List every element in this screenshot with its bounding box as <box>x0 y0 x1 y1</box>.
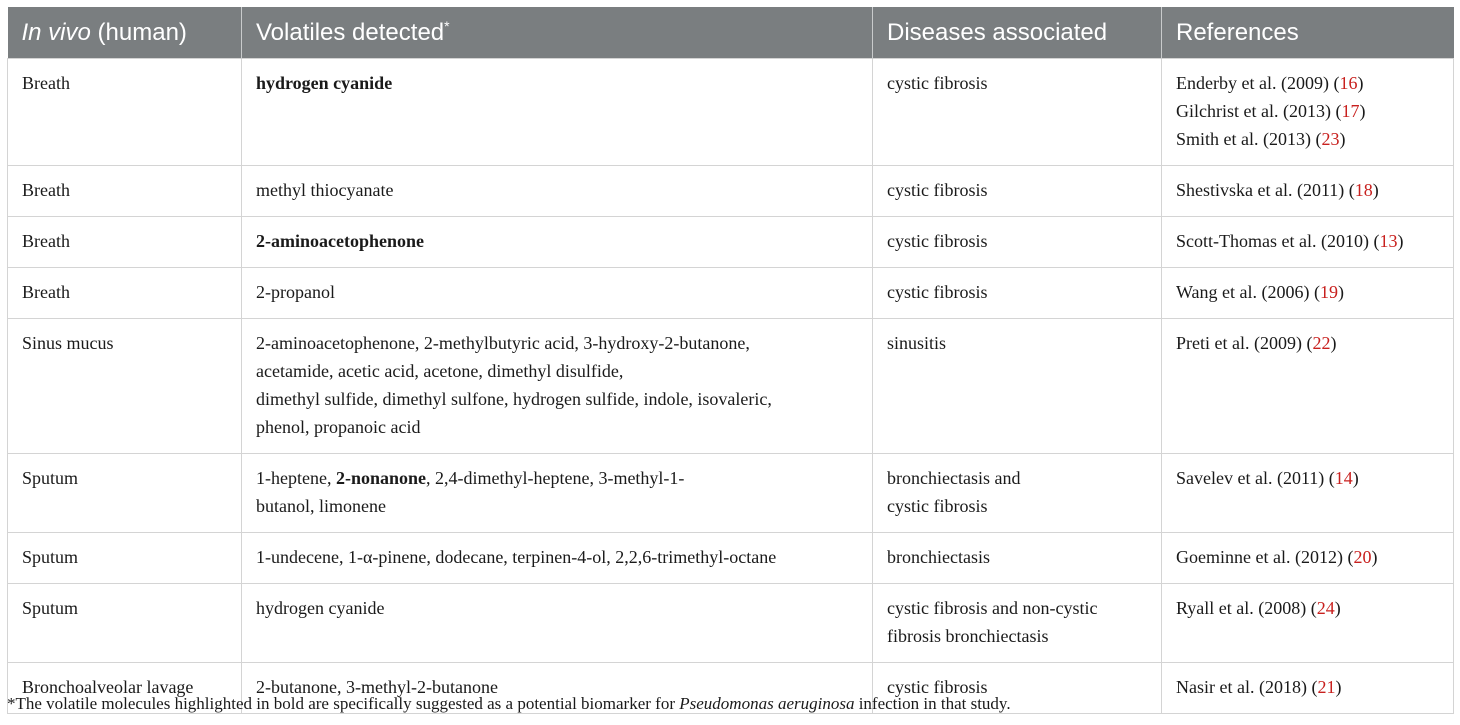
disease-line: cystic fibrosis <box>887 677 988 697</box>
cell-volatiles <box>242 584 873 663</box>
volatile-text: 2-aminoacetophenone, 2-methylbutyric acid, 3-hydroxy-2-butanone, <box>256 333 750 353</box>
cell-references <box>1162 217 1454 268</box>
reference-number-link[interactable]: 22 <box>1312 333 1331 353</box>
reference-citation: Goeminne et al. (2012) ( <box>1176 547 1354 567</box>
reference-number-link[interactable]: 16 <box>1339 73 1358 93</box>
cell-sample: Breath <box>8 166 242 217</box>
cell-sample: Sputum <box>8 454 242 533</box>
reference-number-link[interactable]: 19 <box>1320 282 1338 302</box>
cell-sample: Breath <box>8 268 242 319</box>
reference-entry <box>1176 278 1439 306</box>
cell-disease <box>873 59 1162 166</box>
header-sample-rest: (human) <box>90 18 187 46</box>
cell-sample: Sputum <box>8 533 242 584</box>
reference-entry <box>1176 673 1439 701</box>
footnote-suffix: infection in that study. <box>854 694 1011 713</box>
header-footnote-mark: * <box>444 18 450 34</box>
reference-close-paren: ) <box>1397 231 1404 251</box>
reference-number-link[interactable]: 17 <box>1341 101 1360 121</box>
reference-number-link[interactable]: 14 <box>1334 468 1353 488</box>
table-row <box>8 166 1454 217</box>
reference-entry <box>1176 329 1439 357</box>
volatile-biomarker: 2-aminoacetophenone <box>256 231 424 251</box>
reference-number-link[interactable]: 23 <box>1321 129 1340 149</box>
disease-line: sinusitis <box>887 333 947 353</box>
table-body <box>8 59 1454 714</box>
reference-citation: Wang et al. (2006) ( <box>1176 282 1320 302</box>
cell-volatiles <box>242 533 873 584</box>
disease-line: cystic fibrosis <box>887 282 988 302</box>
header-diseases: Diseases associated <box>873 7 1162 59</box>
reference-entry <box>1176 227 1439 255</box>
disease-line: cystic fibrosis and non-cystic <box>887 598 1098 618</box>
reference-citation: Ryall et al. (2008) ( <box>1176 598 1317 618</box>
cell-volatiles <box>242 319 873 454</box>
reference-entry <box>1176 125 1439 153</box>
volatile-text: 1-undecene, 1-α-pinene, dodecane, terpinen-4-ol, 2,2,6-trimethyl-octane <box>256 547 777 567</box>
reference-entry <box>1176 97 1439 125</box>
reference-entry <box>1176 543 1439 571</box>
cell-references <box>1162 454 1454 533</box>
cell-disease <box>873 319 1162 454</box>
header-volatiles <box>242 7 873 59</box>
cell-sample: Breath <box>8 217 242 268</box>
reference-close-paren: ) <box>1352 468 1359 488</box>
reference-citation: Gilchrist et al. (2013) ( <box>1176 101 1342 121</box>
reference-number-link[interactable]: 21 <box>1317 677 1336 697</box>
cell-volatiles <box>242 59 873 166</box>
header-sample-italic: In vivo <box>21 18 91 46</box>
cell-disease <box>873 454 1162 533</box>
disease-line: bronchiectasis <box>887 547 990 567</box>
cell-references <box>1162 663 1454 714</box>
reference-citation: Shestivska et al. (2011) ( <box>1176 180 1355 200</box>
volatile-biomarker: hydrogen cyanide <box>256 73 393 93</box>
cell-sample: Sputum <box>8 584 242 663</box>
cell-references <box>1162 166 1454 217</box>
reference-number-link[interactable]: 13 <box>1379 231 1398 251</box>
disease-line: cystic fibrosis <box>887 231 988 251</box>
disease-line: bronchiectasis and <box>887 468 1021 488</box>
reference-close-paren: ) <box>1330 333 1337 353</box>
reference-entry <box>1176 69 1439 97</box>
header-row <box>8 7 1454 59</box>
reference-number-link[interactable]: 24 <box>1316 598 1335 618</box>
volatile-text: 2-propanol <box>256 282 335 302</box>
cell-disease <box>873 584 1162 663</box>
volatile-text: 1-heptene, <box>256 468 336 488</box>
cell-references <box>1162 59 1454 166</box>
header-volatiles-label: Volatiles detected <box>256 19 445 46</box>
volatile-text: 2-butanone, 3-methyl-2-butanone <box>256 677 498 697</box>
cell-disease <box>873 533 1162 584</box>
volatile-text: dimethyl sulfide, dimethyl sulfone, hydrogen sulfide, indole, isovaleric, <box>256 389 772 409</box>
volatiles-table <box>7 7 1454 714</box>
reference-entry <box>1176 594 1439 622</box>
cell-volatiles <box>242 217 873 268</box>
cell-references <box>1162 533 1454 584</box>
reference-citation: Nasir et al. (2018) ( <box>1176 677 1318 697</box>
table-row <box>8 533 1454 584</box>
disease-line: cystic fibrosis <box>887 180 988 200</box>
reference-close-paren: ) <box>1359 101 1366 121</box>
volatile-text: phenol, propanoic acid <box>256 417 421 437</box>
cell-sample: Bronchoalveolar lavage <box>8 663 242 714</box>
cell-references <box>1162 268 1454 319</box>
cell-references <box>1162 584 1454 663</box>
reference-close-paren: ) <box>1335 677 1342 697</box>
table-row <box>8 268 1454 319</box>
volatile-text: butanol, limonene <box>256 496 386 516</box>
cell-references <box>1162 319 1454 454</box>
cell-sample: Breath <box>8 59 242 166</box>
reference-close-paren: ) <box>1339 129 1346 149</box>
reference-close-paren: ) <box>1372 180 1379 200</box>
header-sample <box>8 7 242 59</box>
volatile-text: , 2,4-dimethyl-heptene, 3-methyl-1- <box>426 468 685 488</box>
table-row <box>8 59 1454 166</box>
footnote-species: Pseudomonas aeruginosa <box>679 694 855 713</box>
cell-volatiles <box>242 454 873 533</box>
cell-disease <box>873 268 1162 319</box>
reference-close-paren: ) <box>1338 282 1344 302</box>
volatile-text: methyl thiocyanate <box>256 180 394 200</box>
reference-number-link[interactable]: 18 <box>1354 180 1373 200</box>
reference-number-link[interactable]: 20 <box>1353 547 1372 567</box>
reference-citation: Scott-Thomas et al. (2010) ( <box>1176 231 1380 251</box>
volatile-biomarker: 2-nonanone <box>335 468 426 488</box>
reference-entry <box>1176 464 1439 492</box>
reference-close-paren: ) <box>1334 598 1341 618</box>
table-row <box>8 217 1454 268</box>
reference-close-paren: ) <box>1357 73 1364 93</box>
reference-entry <box>1176 176 1439 204</box>
cell-disease <box>873 166 1162 217</box>
table-row <box>8 584 1454 663</box>
table-footnote <box>7 694 1011 714</box>
volatile-text: hydrogen cyanide <box>256 598 385 618</box>
reference-citation: Smith et al. (2013) ( <box>1176 129 1322 149</box>
reference-citation: Savelev et al. (2011) ( <box>1176 468 1335 488</box>
reference-citation: Enderby et al. (2009) ( <box>1176 73 1340 93</box>
volatile-text: acetamide, acetic acid, acetone, dimethyl disulfide, <box>256 361 624 381</box>
cell-volatiles <box>242 268 873 319</box>
cell-disease <box>873 217 1162 268</box>
disease-line: fibrosis bronchiectasis <box>887 626 1049 646</box>
table-row <box>8 454 1454 533</box>
reference-close-paren: ) <box>1371 547 1378 567</box>
disease-line: cystic fibrosis <box>887 73 988 93</box>
footnote-prefix: *The volatile molecules highlighted in bold are specifically suggested as a potential biomarker for <box>7 694 680 713</box>
header-references: References <box>1162 7 1454 59</box>
reference-citation: Preti et al. (2009) ( <box>1176 333 1313 353</box>
cell-sample: Sinus mucus <box>8 319 242 454</box>
table-row <box>8 319 1454 454</box>
disease-line: cystic fibrosis <box>887 496 988 516</box>
cell-volatiles <box>242 166 873 217</box>
